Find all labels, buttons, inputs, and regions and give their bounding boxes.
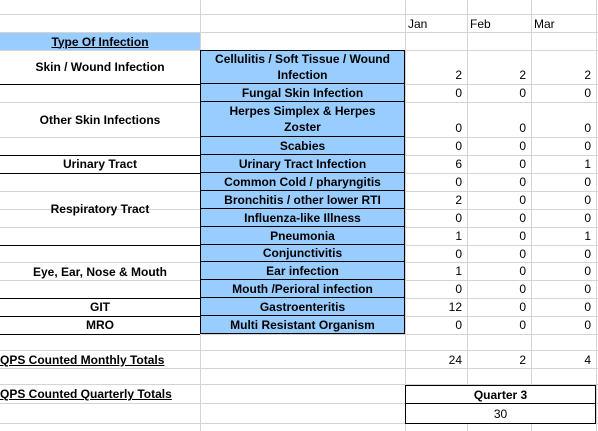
value-cell[interactable]: 0 [519, 211, 526, 225]
cell-border [0, 334, 200, 335]
monthly-total-mar[interactable]: 4 [584, 353, 591, 367]
value-cell[interactable]: 0 [584, 175, 591, 189]
infection-fungal-skin[interactable]: Fungal Skin Infection [200, 84, 405, 102]
value-cell[interactable]: 0 [519, 300, 526, 314]
group-skin-wound[interactable]: Skin / Wound Infection [35, 60, 165, 74]
value-cell[interactable]: 0 [519, 247, 526, 261]
cell-border [0, 173, 200, 174]
value-cell[interactable]: 12 [448, 300, 462, 314]
cell-border [0, 155, 200, 156]
month-header-feb[interactable]: Feb [470, 17, 491, 31]
value-cell[interactable]: 2 [584, 68, 591, 82]
group-git[interactable]: GIT [90, 300, 110, 314]
infection-bronchitis[interactable]: Bronchitis / other lower RTI [200, 191, 405, 209]
value-cell[interactable]: 0 [584, 300, 591, 314]
value-cell[interactable]: 0 [455, 139, 462, 153]
value-cell[interactable]: 0 [455, 247, 462, 261]
value-cell[interactable]: 1 [455, 229, 462, 243]
cell-border [0, 316, 200, 317]
infection-pneumonia[interactable]: Pneumonia [200, 227, 405, 245]
value-cell[interactable]: 0 [519, 157, 526, 171]
infection-gastroenteritis[interactable]: Gastroenteritis [200, 298, 405, 316]
value-cell[interactable]: 0 [519, 139, 526, 153]
gridline [0, 14, 598, 15]
value-cell[interactable]: 0 [455, 211, 462, 225]
infection-common-cold[interactable]: Common Cold / pharyngitis [200, 173, 405, 191]
value-cell[interactable]: 0 [455, 282, 462, 296]
quarterly-totals-label[interactable]: QPS Counted Quarterly Totals [0, 387, 172, 401]
gridline [0, 350, 598, 351]
infection-scabies[interactable]: Scabies [200, 137, 405, 155]
value-cell[interactable]: 2 [519, 68, 526, 82]
group-other-skin[interactable]: Other Skin Infections [39, 112, 161, 127]
value-cell[interactable]: 0 [455, 318, 462, 332]
group-mro[interactable]: MRO [86, 318, 114, 332]
value-cell[interactable]: 0 [584, 121, 591, 135]
infection-uti[interactable]: Urinary Tract Infection [200, 155, 405, 173]
monthly-totals-label[interactable]: QPS Counted Monthly Totals [0, 353, 165, 367]
value-cell[interactable]: 0 [455, 175, 462, 189]
value-cell[interactable]: 0 [519, 193, 526, 207]
value-cell[interactable]: 0 [584, 139, 591, 153]
value-cell[interactable]: 0 [519, 229, 526, 243]
infection-cellulitis[interactable]: Cellulitis / Soft Tissue / Wound Infection [200, 50, 405, 84]
value-cell[interactable]: 0 [584, 211, 591, 225]
value-cell[interactable]: 0 [519, 175, 526, 189]
value-cell[interactable]: 1 [455, 264, 462, 278]
infection-influenza[interactable]: Influenza-like Illness [200, 209, 405, 227]
value-cell[interactable]: 0 [455, 121, 462, 135]
cell-border [0, 298, 200, 299]
infection-mouth-perioral[interactable]: Mouth /Perioral infection [200, 280, 405, 298]
value-cell[interactable]: 1 [584, 229, 591, 243]
cell-border [0, 245, 200, 246]
value-cell[interactable]: 0 [584, 247, 591, 261]
value-cell[interactable]: 0 [584, 264, 591, 278]
monthly-total-jan[interactable]: 24 [448, 353, 462, 367]
quarter-label-cell[interactable]: Quarter 3 [405, 385, 596, 404]
gridline [596, 0, 597, 431]
month-header-jan[interactable]: Jan [408, 17, 428, 31]
type-of-infection-header[interactable]: Type Of Infection [0, 33, 200, 50]
value-cell[interactable]: 0 [584, 318, 591, 332]
value-cell[interactable]: 0 [519, 264, 526, 278]
infection-ear[interactable]: Ear infection [200, 262, 405, 280]
monthly-total-feb[interactable]: 2 [519, 353, 526, 367]
value-cell[interactable]: 0 [519, 121, 526, 135]
value-cell[interactable]: 2 [455, 68, 462, 82]
value-cell[interactable]: 0 [519, 282, 526, 296]
value-cell[interactable]: 0 [519, 318, 526, 332]
value-cell[interactable]: 2 [455, 193, 462, 207]
group-urinary-tract[interactable]: Urinary Tract [62, 157, 138, 171]
infection-mro[interactable]: Multi Resistant Organism [200, 316, 405, 334]
gridline [0, 368, 598, 369]
cell-border [0, 84, 200, 85]
value-cell[interactable]: 6 [455, 157, 462, 171]
value-cell[interactable]: 0 [455, 86, 462, 100]
value-cell[interactable]: 0 [584, 193, 591, 207]
month-header-mar[interactable]: Mar [534, 17, 555, 31]
value-cell[interactable]: 1 [584, 157, 591, 171]
infection-herpes[interactable]: Herpes Simplex & Herpes Zoster [200, 102, 405, 137]
value-cell[interactable]: 0 [584, 282, 591, 296]
value-cell[interactable]: 0 [519, 86, 526, 100]
quarter-total-cell[interactable]: 30 [405, 403, 596, 424]
group-eye-ear-nose-mouth[interactable]: Eye, Ear, Nose & Mouth [32, 264, 168, 279]
group-respiratory-tract[interactable]: Respiratory Tract [50, 202, 150, 216]
value-cell[interactable]: 0 [584, 86, 591, 100]
infection-conjunctivitis[interactable]: Conjunctivitis [200, 245, 405, 262]
